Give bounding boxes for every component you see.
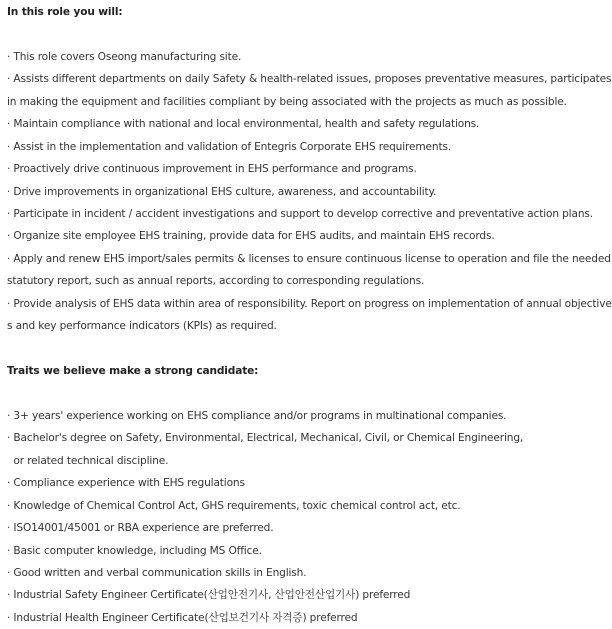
role-item: · Maintain compliance with national and local environmental, health and safety regulations. xyxy=(7,118,480,131)
trait-item: · Industrial Health Engineer Certificate(산업보건기사 자격증) preferred xyxy=(7,611,358,624)
trait-item: · Industrial Safety Engineer Certificate(산업안전기사, 산업안전산업기사) preferred xyxy=(7,589,411,602)
trait-item: · Basic computer knowledge, including MS Office. xyxy=(7,544,262,557)
trait-item: · 3+ years' experience working on EHS compliance and/or programs in multinational companies. xyxy=(7,409,507,422)
role-item: · This role covers Oseong manufacturing site. xyxy=(7,50,242,63)
role-item-continuation: in making the equipment and facilities compliant by being associated with the projects as much as possible. xyxy=(7,95,567,108)
role-item-continuation: s and key performance indicators (KPIs) as required. xyxy=(7,320,277,333)
section-heading-role: In this role you will: xyxy=(7,6,123,18)
role-item: · Assists different departments on daily Safety & health-related issues, proposes preventative measures, participates xyxy=(7,73,612,86)
trait-item: · Knowledge of Chemical Control Act, GHS requirements, toxic chemical control act, etc. xyxy=(7,499,461,512)
trait-item: · Bachelor's degree on Safety, Environmental, Electrical, Mechanical, Civil, or Chemical Engineering, xyxy=(7,432,524,445)
job-description xyxy=(0,1,612,629)
blank-line xyxy=(7,338,606,360)
role-item: · Drive improvements in organizational EHS culture, awareness, and accountability. xyxy=(7,185,437,198)
blank-line xyxy=(7,23,606,45)
role-item: · Provide analysis of EHS data within area of responsibility. Report on progress on implementation of annual objective xyxy=(7,297,612,310)
role-item-continuation: statutory report, such as annual reports, according to corresponding regulations. xyxy=(7,275,425,288)
trait-item: · Good written and verbal communication skills in English. xyxy=(7,566,307,579)
trait-item: · ISO14001/45001 or RBA experience are preferred. xyxy=(7,522,274,535)
trait-item-continuation: or related technical discipline. xyxy=(7,454,169,467)
role-item: · Apply and renew EHS import/sales permits & licenses to ensure continuous license to operation and file the needed xyxy=(7,252,611,265)
role-item: · Participate in incident / accident investigations and support to develop corrective and preventative action plans. xyxy=(7,207,593,220)
role-item: · Assist in the implementation and validation of Entegris Corporate EHS requirements. xyxy=(7,140,452,153)
blank-line xyxy=(7,382,606,404)
role-item: · Organize site employee EHS training, provide data for EHS audits, and maintain EHS records. xyxy=(7,230,495,243)
section-heading-traits: Traits we believe make a strong candidate: xyxy=(7,365,259,377)
role-item: · Proactively drive continuous improvement in EHS performance and programs. xyxy=(7,163,417,176)
trait-item: · Compliance experience with EHS regulations xyxy=(7,477,245,490)
